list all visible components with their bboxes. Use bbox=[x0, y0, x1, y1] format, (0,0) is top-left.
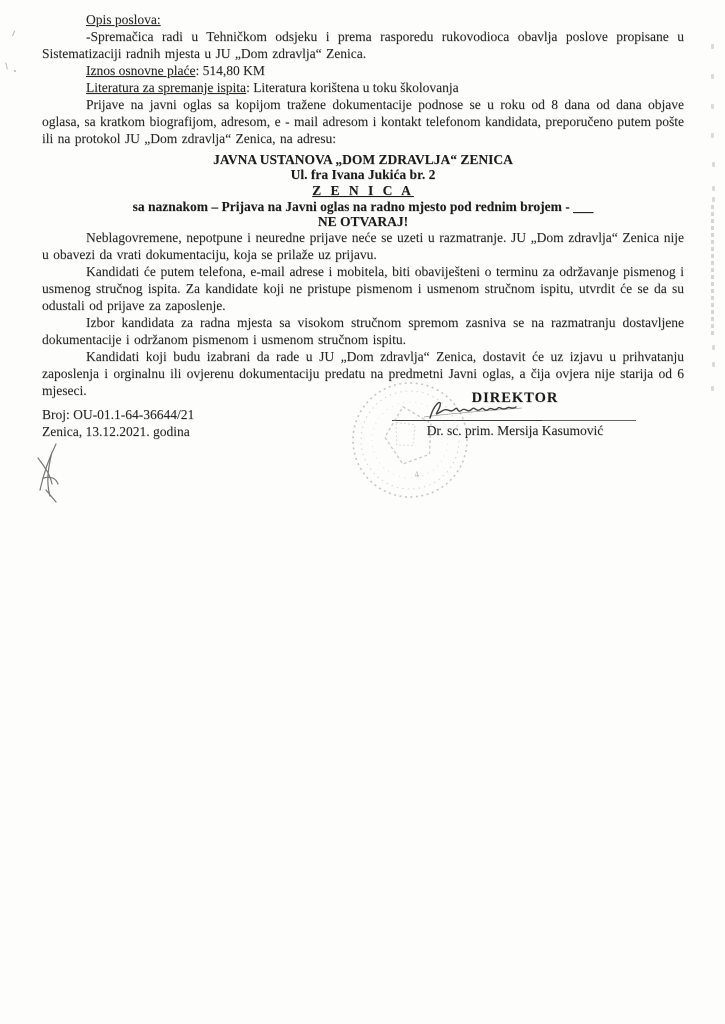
envelope-note-blank: ___ bbox=[573, 199, 594, 214]
envelope-note-text: sa naznakom – Prijava na Javni oglas na radno mjesto pod rednim brojem - bbox=[132, 199, 574, 214]
salary-label: Iznos osnovne plaće bbox=[86, 63, 196, 78]
institution-street: Ul. fra Ivana Jukića br. 2 bbox=[290, 167, 436, 182]
director-title: DIREKTOR bbox=[471, 390, 559, 406]
scan-artifact bbox=[712, 162, 715, 167]
literature-line bbox=[42, 79, 684, 96]
do-not-open-note: NE OTVARAJ! bbox=[317, 214, 409, 229]
literature-value: : Literatura korištena u toku školovanja bbox=[246, 80, 459, 95]
envelope-note bbox=[42, 199, 684, 214]
scan-artifact bbox=[711, 104, 714, 109]
handwritten-paraph-mark bbox=[22, 438, 78, 508]
scan-artifact-column bbox=[711, 205, 714, 335]
scan-speck bbox=[14, 70, 16, 72]
scan-speck bbox=[12, 30, 18, 37]
scan-artifact bbox=[712, 345, 715, 350]
scan-artifact bbox=[711, 133, 714, 138]
institution-name: JAVNA USTANOVA „DOM ZDRAVLJA“ ZENICA bbox=[213, 152, 513, 167]
literature-label: Literatura za spremanje ispita bbox=[86, 80, 247, 95]
handwritten-signature bbox=[418, 396, 558, 422]
stamp-number: 4 bbox=[413, 469, 420, 480]
place-and-date: Zenica, 13.12.2021. godina bbox=[42, 424, 190, 439]
scan-artifact bbox=[712, 362, 715, 367]
body-paragraph-late-applications: Neblagovremene, nepotpune i neuredne prijave neće se uzeti u razmatranje. JU „Dom zdravlja“ Zenica nije u obavezi da vrati dokumentaciju, koja se prilaže uz prijavu. bbox=[42, 230, 684, 262]
scan-artifact bbox=[712, 197, 715, 202]
job-description-label: Opis poslova: bbox=[86, 12, 161, 27]
address-block bbox=[42, 152, 684, 229]
scan-artifact bbox=[712, 186, 715, 191]
protocol-number: Broj: OU-01.1-64-36644/21 bbox=[42, 407, 195, 422]
salary-line bbox=[42, 62, 684, 79]
salary-value: : 514,80 KM bbox=[195, 63, 265, 78]
job-description-heading bbox=[42, 11, 684, 28]
scan-artifact bbox=[711, 44, 714, 49]
body-paragraph-notification: Kandidati će putem telefona, e-mail adrese i mobitela, biti obaviješteni o terminu za održavanje pismenog i usmenog stručnog ispita. Za kandidate koji ne pristupe pismenom i usmenom stručnom ispitu, utvrdit će se da su odustali od prijave za zaposlenje. bbox=[42, 264, 684, 313]
scan-artifact bbox=[711, 74, 714, 79]
reference-block bbox=[42, 406, 194, 440]
scan-speck bbox=[5, 62, 11, 70]
submission-paragraph: Prijave na javni oglas sa kopijom tražene dokumentacije podnose se u roku od 8 dana od dana objave oglasa, sa kratkom biografijom, adresom, e - mail adresom i kontakt telefonom kandidata, preporučeno putem pošte ili na protokol JU „Dom zdravlja“ Zenica, na adresu: bbox=[42, 97, 684, 146]
body-paragraph-chosen-candidates: Kandidati koji budu izabrani da rade u JU „Dom zdravlja“ Zenica, dostavit će uz izjavu u prihvatanju zaposlenja i orginalnu ili ovjerenu dokumentaciju predatu na predmetni Javni oglas, a čija ovjera nije starija od 6 mjeseci. bbox=[42, 349, 684, 398]
director-name: Dr. sc. prim. Mersija Kasumović bbox=[426, 423, 604, 438]
body-paragraph-selection: Izbor kandidata za radna mjesta sa visokom stručnom spremom zasniva se na razmatranju dostavljene dokumentacije i održanom pismenom i usmenom stručnom ispitu. bbox=[42, 315, 684, 347]
institution-city: Z E N I C A bbox=[312, 183, 414, 198]
document-body bbox=[42, 11, 684, 399]
scan-artifact bbox=[711, 386, 714, 391]
job-description-paragraph: -Spremačica radi u Tehničkom odsjeku i prema rasporedu rukovodioca obavlja poslove propisane u Sistematizaciji radnih mjesta u JU „Dom zdravlja“ Zenica. bbox=[42, 29, 684, 61]
